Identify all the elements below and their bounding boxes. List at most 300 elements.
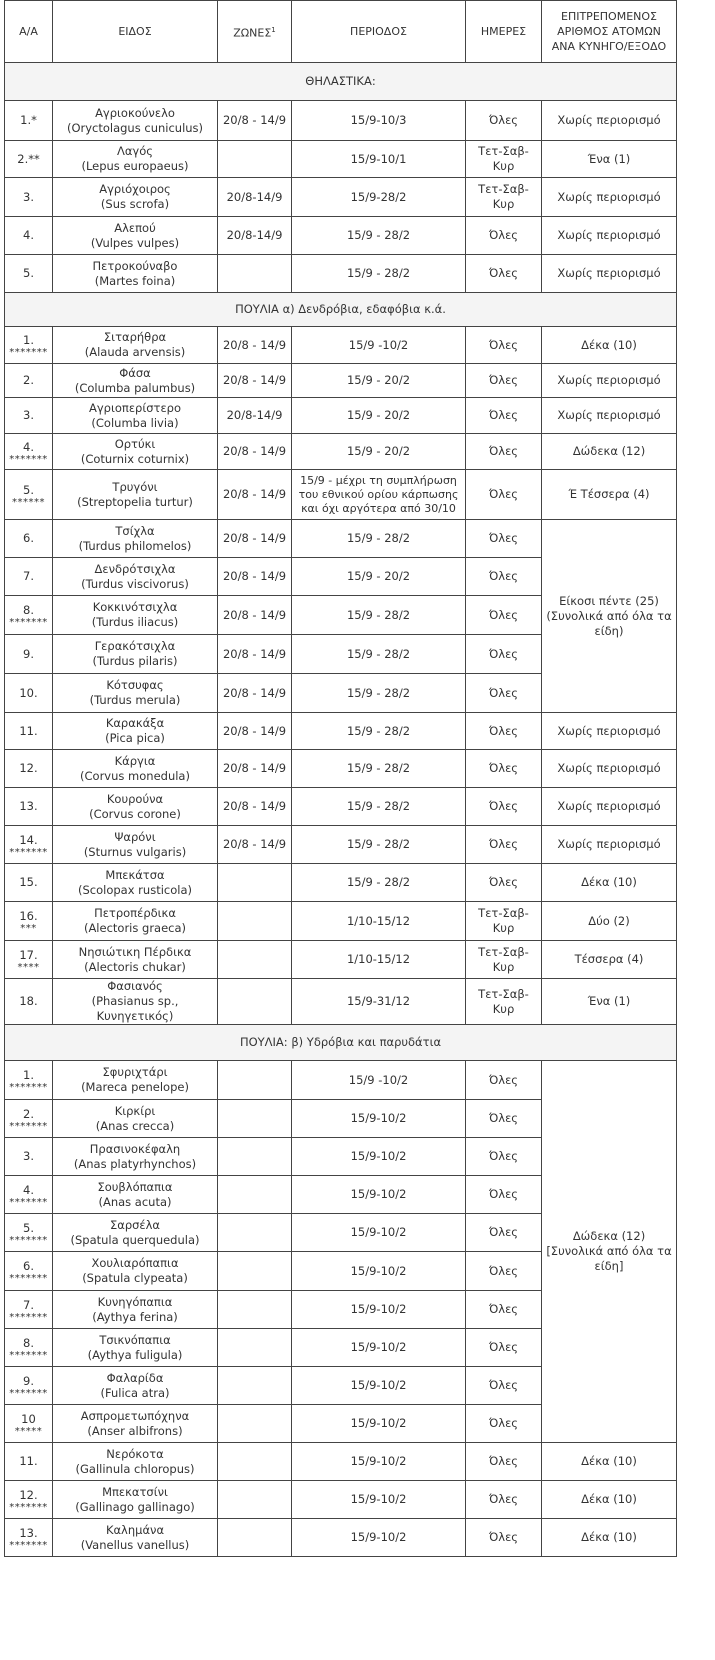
cell-zones: 20/8 - 14/9: [218, 674, 292, 713]
row-number: 4.: [23, 228, 34, 242]
cell-period: 15/9 -10/2: [292, 327, 466, 364]
cell-zones: 20/8-14/9: [218, 178, 292, 217]
cell-days: Όλες: [466, 398, 542, 434]
row-number: 8.: [23, 1335, 34, 1350]
cell-species: [53, 1405, 218, 1443]
cell-number: [5, 1291, 53, 1329]
cell-zones: [218, 941, 292, 979]
row-number: 8.: [23, 603, 34, 617]
row-number: 10.: [19, 685, 38, 700]
species-name: Ασπρομετωπόχηνα: [80, 1408, 190, 1423]
table-row: [5, 1481, 677, 1519]
row-stars: *******: [9, 1501, 48, 1513]
species-name: Ψαρόνι: [114, 829, 156, 844]
cell-species: [53, 101, 218, 141]
cell-species: [53, 1367, 218, 1405]
header-aa: Α/Α: [5, 1, 53, 63]
cell-number: [5, 434, 53, 470]
table-row: [5, 217, 677, 255]
row-number: 2.**: [17, 151, 40, 166]
cell-period: 15/9-10/2: [292, 1252, 466, 1291]
cell-days: Όλες: [466, 470, 542, 520]
cell-period: 15/9-10/2: [292, 1481, 466, 1519]
row-number: 3.: [23, 408, 34, 422]
table-row: [5, 941, 677, 979]
species-latin: (Gallinula chloropus): [75, 1461, 195, 1476]
cell-number: [5, 398, 53, 434]
cell-days: Όλες: [466, 1329, 542, 1367]
cell-period: 15/9-10/2: [292, 1176, 466, 1214]
table-row: [5, 864, 677, 902]
cell-zones: 20/8 - 14/9: [218, 750, 292, 788]
species-latin: (Turdus iliacus): [91, 615, 179, 629]
cell-species: [53, 255, 218, 293]
species-name: Σφυριχτάρι: [102, 1065, 168, 1079]
cell-zones: [218, 979, 292, 1025]
cell-period: 15/9 - μέχρι τη συμπλήρωση του εθνικού ορίου κάρπωσης και όχι αργότερα από 30/10: [292, 470, 466, 520]
table-row: [5, 826, 677, 864]
cell-zones: 20/8 - 14/9: [218, 470, 292, 520]
cell-days: Όλες: [466, 750, 542, 788]
species-latin: (Aythya ferina): [92, 1309, 178, 1324]
cell-limit: Χωρίς περιορισμό: [542, 398, 677, 434]
species-latin: (Anas acuta): [98, 1194, 172, 1209]
cell-zones: 20/8 - 14/9: [218, 713, 292, 750]
cell-period: 15/9-10/2: [292, 1443, 466, 1481]
cell-days: Όλες: [466, 1367, 542, 1405]
species-name: Κυνηγόπαπια: [97, 1294, 173, 1309]
table-row: [5, 902, 677, 941]
row-number: 4.: [23, 439, 34, 454]
cell-species: [53, 596, 218, 635]
cell-days: Όλες: [466, 713, 542, 750]
cell-days: Τετ-Σαβ-Κυρ: [466, 178, 542, 217]
cell-species: [53, 398, 218, 434]
section-mammals: [5, 63, 677, 101]
table-row: [5, 750, 677, 788]
cell-days: Όλες: [466, 434, 542, 470]
species-name: Γερακότσιχλα: [94, 639, 176, 653]
cell-zones: 20/8-14/9: [218, 398, 292, 434]
cell-species: [53, 902, 218, 941]
species-latin: (Mareca penelope): [81, 1080, 189, 1094]
cell-period: 15/9-28/2: [292, 178, 466, 217]
cell-number: [5, 674, 53, 713]
section-birds-a-label: ΠΟΥΛΙΑ α) Δενδρόβια, εδαφόβια κ.ά.: [5, 293, 677, 327]
species-name: Κιρκίρι: [114, 1103, 156, 1118]
table-row: [5, 434, 677, 470]
cell-period: 15/9 - 20/2: [292, 558, 466, 596]
row-number: 13.: [19, 799, 38, 813]
species-latin: (Turdus viscivorus): [81, 576, 189, 591]
row-stars: *******: [9, 846, 48, 858]
cell-number: [5, 1252, 53, 1291]
cell-period: 15/9 - 28/2: [292, 217, 466, 255]
cell-species: [53, 979, 218, 1025]
cell-number: [5, 1214, 53, 1252]
cell-species: [53, 1329, 218, 1367]
row-stars: *******: [9, 1196, 48, 1208]
header-zones-note: 1: [271, 25, 276, 34]
cell-period: 15/9 - 28/2: [292, 596, 466, 635]
cell-period: 15/9-10/2: [292, 1291, 466, 1329]
cell-period: 15/9-10/2: [292, 1100, 466, 1138]
cell-period: 15/9 - 28/2: [292, 826, 466, 864]
cell-days: Όλες: [466, 864, 542, 902]
row-stars: *******: [9, 453, 48, 465]
row-number: 2.: [23, 1106, 34, 1121]
cell-period: 15/9 - 28/2: [292, 713, 466, 750]
cell-period: 15/9-10/1: [292, 141, 466, 178]
row-stars: *******: [9, 347, 48, 358]
cell-zones: 20/8 - 14/9: [218, 826, 292, 864]
cell-zones: [218, 1176, 292, 1214]
cell-number: [5, 1061, 53, 1100]
species-name: Τσίχλα: [115, 523, 155, 538]
species-latin: (Sturnus vulgaris): [83, 844, 187, 859]
species-name: Καρακάξα: [105, 716, 165, 730]
cell-species: [53, 364, 218, 398]
header-zones-label: ΖΩΝΕΣ: [233, 26, 272, 40]
cell-days: Όλες: [466, 674, 542, 713]
species-name: Κότσυφας: [106, 678, 164, 692]
cell-days: Τετ-Σαβ-Κυρ: [466, 941, 542, 979]
cell-number: [5, 255, 53, 293]
row-stars: *****: [14, 1425, 43, 1437]
cell-species: [53, 635, 218, 674]
cell-number: [5, 713, 53, 750]
cell-zones: [218, 864, 292, 902]
species-latin: (Anser albifrons): [87, 1423, 183, 1438]
table-row: [5, 470, 677, 520]
species-latin: (Vanellus vanellus): [80, 1537, 190, 1552]
section-mammals-label: ΘΗΛΑΣΤΙΚΑ:: [5, 63, 677, 101]
species-latin: (Turdus merula): [89, 693, 181, 707]
cell-species: [53, 1443, 218, 1481]
table-row: [5, 398, 677, 434]
cell-limit: Χωρίς περιορισμό: [542, 788, 677, 826]
header-days: ΗΜΕΡΕΣ: [466, 1, 542, 63]
cell-days: Όλες: [466, 217, 542, 255]
row-number: 16.: [19, 909, 38, 923]
row-stars: *******: [9, 1082, 48, 1093]
cell-species: [53, 470, 218, 520]
table-row: [5, 101, 677, 141]
cell-group-limit: Είκοσι πέντε (25) (Συνολικά από όλα τα είδη): [542, 520, 677, 713]
cell-species: [53, 520, 218, 558]
species-latin: (Alectoris chukar): [84, 959, 186, 974]
row-number: 5.: [23, 266, 34, 280]
header-row: [5, 1, 677, 63]
cell-number: [5, 1100, 53, 1138]
table-row: [5, 178, 677, 217]
cell-species: [53, 864, 218, 902]
cell-number: [5, 217, 53, 255]
table-row: [5, 520, 677, 558]
row-stars: *******: [9, 1539, 48, 1551]
cell-zones: 20/8 - 14/9: [218, 327, 292, 364]
cell-limit: Δέκα (10): [542, 1443, 677, 1481]
cell-days: Όλες: [466, 1214, 542, 1252]
species-latin: (Turdus philomelos): [78, 538, 192, 553]
row-number: 11.: [19, 1454, 38, 1468]
species-name: Φασιανός: [107, 979, 163, 993]
species-latin: (Oryctolagus cuniculus): [66, 120, 204, 135]
cell-number: [5, 1519, 53, 1557]
cell-zones: [218, 1405, 292, 1443]
species-name: Κουρούνα: [106, 791, 164, 806]
cell-zones: [218, 1481, 292, 1519]
cell-limit: Δέκα (10): [542, 864, 677, 902]
row-number: 5.: [23, 1220, 34, 1235]
cell-number: [5, 1176, 53, 1214]
species-latin: (Phasianus sp., Κυνηγετικός): [91, 994, 179, 1023]
section-birds-b-label: ΠΟΥΛΙΑ: β) Υδρόβια και παρυδάτια: [5, 1025, 677, 1061]
cell-species: [53, 826, 218, 864]
row-stars: *******: [9, 1387, 48, 1399]
cell-number: [5, 902, 53, 941]
cell-days: Όλες: [466, 596, 542, 635]
cell-species: [53, 1291, 218, 1329]
cell-zones: 20/8 - 14/9: [218, 101, 292, 141]
cell-days: Όλες: [466, 1519, 542, 1557]
species-latin: (Corvus monedula): [80, 768, 190, 783]
table-row: [5, 1519, 677, 1557]
table-row: [5, 713, 677, 750]
cell-zones: [218, 1443, 292, 1481]
cell-zones: [218, 902, 292, 941]
cell-zones: [218, 141, 292, 178]
cell-zones: 20/8 - 14/9: [218, 788, 292, 826]
cell-zones: [218, 1214, 292, 1252]
cell-zones: 20/8 - 14/9: [218, 596, 292, 635]
cell-period: 15/9 - 28/2: [292, 520, 466, 558]
species-name: Λαγός: [116, 144, 154, 158]
species-name: Μπεκάτσα: [105, 867, 165, 882]
cell-species: [53, 178, 218, 217]
species-name: Νησιώτικη Πέρδικα: [78, 944, 192, 959]
species-latin: (Anas crecca): [95, 1118, 175, 1133]
cell-number: [5, 1481, 53, 1519]
row-number: 1.*: [20, 113, 37, 127]
species-latin: (Alectoris graeca): [83, 921, 187, 935]
table-row: [5, 364, 677, 398]
cell-limit: Χωρίς περιορισμό: [542, 713, 677, 750]
row-number: 9.: [23, 1373, 34, 1388]
cell-group-limit: Δώδεκα (12) [Συνολικά από όλα τα είδη]: [542, 1061, 677, 1443]
cell-zones: [218, 1367, 292, 1405]
cell-number: [5, 1405, 53, 1443]
cell-days: Όλες: [466, 101, 542, 141]
row-number: 9.: [23, 646, 34, 661]
species-name: Σαρσέλα: [109, 1217, 161, 1232]
cell-number: [5, 101, 53, 141]
header-species: ΕΙΔΟΣ: [53, 1, 218, 63]
species-latin: (Spatula clypeata): [82, 1271, 188, 1285]
row-number: 4.: [23, 1182, 34, 1197]
cell-species: [53, 558, 218, 596]
cell-days: Τετ-Σαβ-Κυρ: [466, 902, 542, 941]
species-latin: (Coturnix coturnix): [80, 451, 190, 466]
species-name: Ορτύκι: [114, 436, 156, 451]
cell-period: 15/9-10/2: [292, 1367, 466, 1405]
row-number: 15.: [19, 875, 38, 889]
cell-days: Όλες: [466, 635, 542, 674]
cell-limit: Δέκα (10): [542, 1519, 677, 1557]
cell-number: [5, 1443, 53, 1481]
cell-number: [5, 178, 53, 217]
cell-zones: 20/8 - 14/9: [218, 364, 292, 398]
cell-limit: Δέκα (10): [542, 1481, 677, 1519]
cell-species: [53, 434, 218, 470]
species-name: Κάργια: [114, 753, 156, 768]
species-latin: (Columba livia): [91, 415, 179, 430]
species-name: Σουβλόπαπια: [97, 1179, 173, 1194]
cell-number: [5, 1329, 53, 1367]
species-latin: (Gallinago gallinago): [75, 1499, 195, 1514]
cell-number: [5, 826, 53, 864]
cell-species: [53, 1252, 218, 1291]
cell-days: Όλες: [466, 788, 542, 826]
cell-species: [53, 1138, 218, 1176]
cell-period: 1/10-15/12: [292, 941, 466, 979]
species-latin: (Anas platyrhynchos): [73, 1156, 197, 1171]
cell-number: [5, 864, 53, 902]
cell-zones: [218, 1519, 292, 1557]
cell-number: [5, 596, 53, 635]
cell-period: 15/9 - 28/2: [292, 674, 466, 713]
row-number: 6.: [23, 531, 34, 545]
species-latin: (Fulica atra): [100, 1385, 170, 1400]
cell-number: [5, 635, 53, 674]
cell-days: Όλες: [466, 1481, 542, 1519]
species-latin: (Martes foina): [94, 273, 176, 288]
species-name: Σιταρήθρα: [103, 330, 167, 344]
cell-number: [5, 979, 53, 1025]
cell-period: 15/9-10/3: [292, 101, 466, 141]
cell-number: [5, 470, 53, 520]
cell-zones: [218, 1291, 292, 1329]
table-row: [5, 788, 677, 826]
species-name: Κοκκινότσιχλα: [92, 600, 178, 614]
table-row: [5, 1443, 677, 1481]
species-name: Αγριοκούνελο: [95, 105, 175, 120]
species-name: Νερόκοτα: [106, 1446, 164, 1461]
species-latin: (Corvus corone): [89, 806, 181, 821]
species-name: Φάσα: [119, 365, 151, 380]
cell-limit: Ένα (1): [542, 141, 677, 178]
cell-species: [53, 941, 218, 979]
cell-limit: Δώδεκα (12): [542, 434, 677, 470]
cell-period: 15/9 - 28/2: [292, 635, 466, 674]
row-stars: *******: [9, 1311, 48, 1323]
species-name: Τσικνόπαπια: [99, 1332, 171, 1347]
cell-species: [53, 1176, 218, 1214]
row-number: 10: [21, 1411, 36, 1426]
row-stars: *******: [9, 1234, 48, 1246]
cell-period: 15/9 - 20/2: [292, 398, 466, 434]
cell-days: Όλες: [466, 1443, 542, 1481]
cell-zones: [218, 1252, 292, 1291]
cell-species: [53, 141, 218, 178]
cell-days: Τετ-Σαβ-Κυρ: [466, 979, 542, 1025]
cell-zones: [218, 1061, 292, 1100]
cell-days: Όλες: [466, 520, 542, 558]
cell-number: [5, 788, 53, 826]
section-birds-b: [5, 1025, 677, 1061]
cell-number: [5, 141, 53, 178]
cell-period: 15/9 - 28/2: [292, 864, 466, 902]
cell-days: Όλες: [466, 558, 542, 596]
row-number: 18.: [19, 994, 38, 1008]
species-latin: (Aythya fuligula): [87, 1347, 183, 1362]
cell-limit: Τέσσερα (4): [542, 941, 677, 979]
cell-species: [53, 1214, 218, 1252]
cell-species: [53, 1481, 218, 1519]
species-latin: (Vulpes vulpes): [90, 235, 180, 250]
species-latin: (Sus scrofa): [100, 197, 170, 211]
row-number: 12.: [19, 761, 38, 775]
row-number: 7.: [23, 569, 34, 583]
cell-limit: Χωρίς περιορισμό: [542, 364, 677, 398]
cell-days: Όλες: [466, 1100, 542, 1138]
cell-period: 15/9 - 28/2: [292, 750, 466, 788]
cell-zones: 20/8 - 14/9: [218, 635, 292, 674]
species-name: Πετροκούναβο: [92, 258, 178, 273]
cell-zones: 20/8 - 14/9: [218, 434, 292, 470]
cell-species: [53, 1519, 218, 1557]
species-name: Χουλιαρόπαπια: [91, 1256, 179, 1270]
row-stars: ****: [17, 961, 40, 973]
species-latin: (Columba palumbus): [74, 380, 196, 395]
cell-number: [5, 327, 53, 364]
cell-period: 15/9 - 28/2: [292, 788, 466, 826]
cell-period: 15/9 - 28/2: [292, 255, 466, 293]
cell-species: [53, 674, 218, 713]
table-row: [5, 141, 677, 178]
cell-days: Όλες: [466, 1252, 542, 1291]
cell-period: 1/10-15/12: [292, 902, 466, 941]
cell-limit: Χωρίς περιορισμό: [542, 101, 677, 141]
cell-days: Όλες: [466, 255, 542, 293]
species-latin: (Lepus europaeus): [81, 159, 189, 173]
cell-species: [53, 1100, 218, 1138]
species-name: Πετροπέρδικα: [94, 906, 176, 920]
species-latin: (Streptopelia turtur): [77, 494, 193, 509]
cell-period: 15/9-10/2: [292, 1519, 466, 1557]
row-stars: ***: [20, 923, 37, 934]
cell-period: 15/9 - 20/2: [292, 364, 466, 398]
species-name: Πρασινοκέφαλη: [89, 1141, 181, 1156]
row-stars: ******: [12, 496, 45, 508]
cell-period: 15/9-10/2: [292, 1405, 466, 1443]
cell-limit: Χωρίς περιορισμό: [542, 750, 677, 788]
cell-species: [53, 788, 218, 826]
species-latin: (Alauda arvensis): [84, 345, 186, 359]
species-name: Αλεπού: [114, 220, 156, 235]
cell-days: Όλες: [466, 1176, 542, 1214]
cell-days: Όλες: [466, 1405, 542, 1443]
section-birds-a: [5, 293, 677, 327]
cell-limit: Χωρίς περιορισμό: [542, 178, 677, 217]
cell-period: 15/9-10/2: [292, 1214, 466, 1252]
cell-zones: [218, 1100, 292, 1138]
cell-number: [5, 558, 53, 596]
cell-zones: [218, 1329, 292, 1367]
species-name: Δενδρότσιχλα: [94, 561, 176, 576]
cell-period: 15/9 -10/2: [292, 1061, 466, 1100]
row-number: 12.: [19, 1487, 38, 1502]
